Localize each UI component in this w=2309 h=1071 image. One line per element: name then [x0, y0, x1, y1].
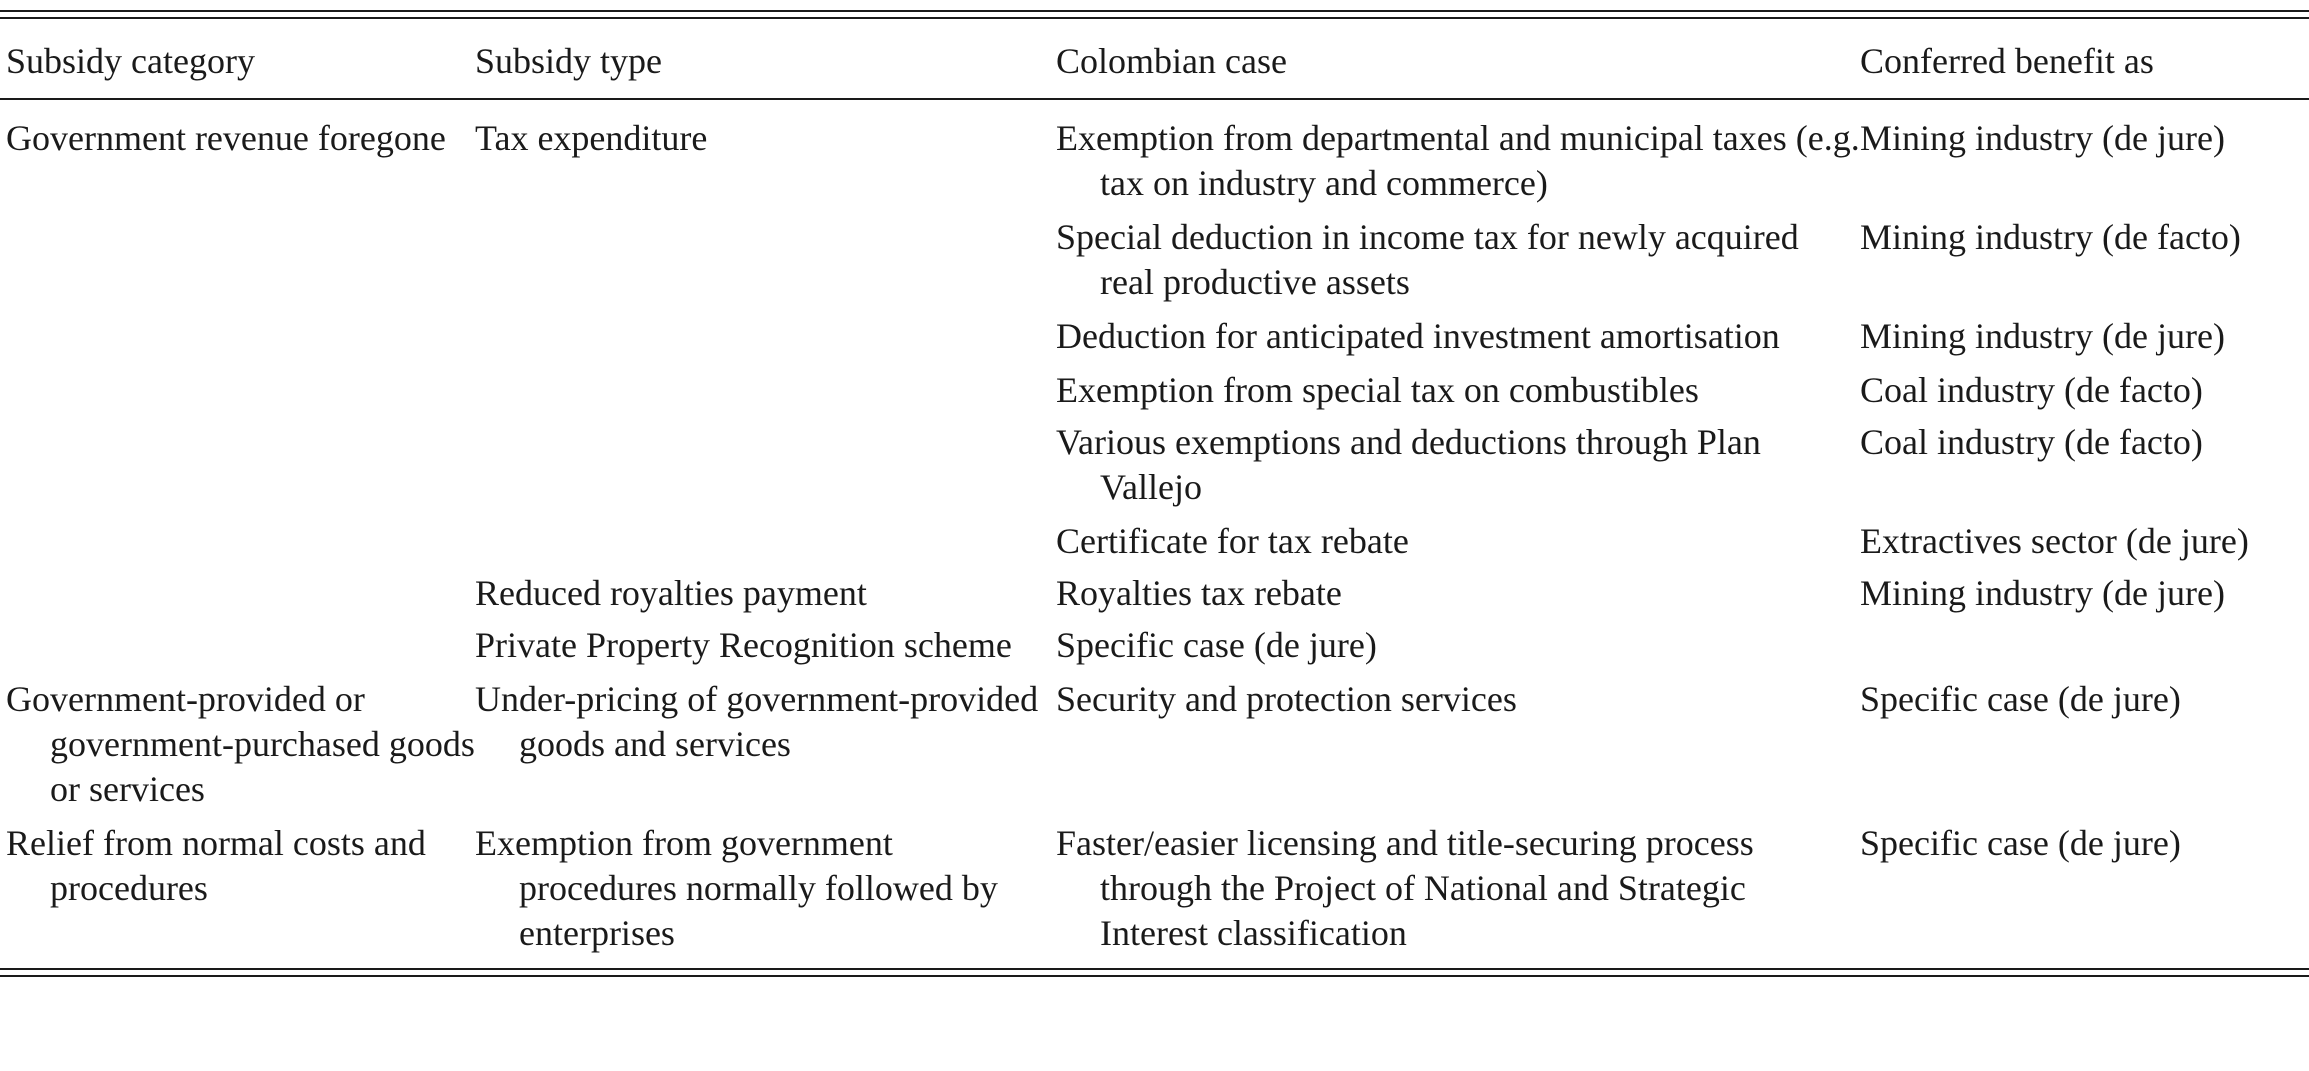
cell-category [0, 510, 475, 564]
cell-type [475, 359, 1056, 413]
cell-case: Special deduction in income tax for newly acquired real productive assets [1056, 217, 1799, 302]
table-row [0, 100, 2309, 206]
table-row [0, 812, 2309, 968]
cell-type: Exemption from government procedures normally followed by enterprises [475, 823, 998, 953]
cell-benefit: Coal industry (de facto) [1860, 370, 2203, 410]
table-row [0, 510, 2309, 564]
table-header [0, 19, 2309, 98]
cell-case: Exemption from special tax on combustibles [1056, 370, 1699, 410]
cell-case: Faster/easier licensing and title-securing process through the Project of National and Strategic Interest classification [1056, 823, 1754, 953]
cell-category [0, 206, 475, 305]
cell-case: Security and protection services [1056, 679, 1517, 719]
cell-benefit: Extractives sector (de jure) [1860, 521, 2249, 561]
cell-case: Royalties tax rebate [1056, 573, 1342, 613]
top-double-rule [0, 10, 2309, 19]
bottom-double-rule [0, 968, 2309, 977]
cell-type: Under-pricing of government-provided goods and services [475, 679, 1039, 764]
cell-category [0, 359, 475, 413]
cell-category [0, 305, 475, 359]
cell-type [475, 413, 1056, 510]
header-colombian-case: Colombian case [1056, 41, 1287, 81]
cell-category [0, 616, 475, 668]
table-row [0, 564, 2309, 616]
cell-benefit: Mining industry (de jure) [1860, 573, 2225, 613]
cell-benefit: Mining industry (de jure) [1860, 118, 2225, 158]
table-row [0, 206, 2309, 305]
subsidy-table [0, 10, 2309, 977]
cell-category [0, 413, 475, 510]
subsidy-table-grid [0, 19, 2309, 968]
header-row [0, 19, 2309, 98]
table-row [0, 616, 2309, 668]
cell-type [475, 206, 1056, 305]
header-subsidy-category: Subsidy category [6, 41, 255, 81]
table-row [0, 668, 2309, 812]
cell-case: Deduction for anticipated investment amortisation [1056, 316, 1780, 356]
cell-case: Exemption from departmental and municipal taxes (e.g. tax on industry and commerce) [1056, 118, 1860, 203]
cell-benefit: Specific case (de jure) [1860, 823, 2181, 863]
header-conferred-benefit: Conferred benefit as [1860, 41, 2154, 81]
cell-type: Private Property Recognition scheme [475, 625, 1012, 665]
cell-category [0, 564, 475, 616]
cell-case: Certificate for tax rebate [1056, 521, 1409, 561]
header-subsidy-type: Subsidy type [475, 41, 663, 81]
table-row [0, 359, 2309, 413]
cell-benefit: Mining industry (de jure) [1860, 316, 2225, 356]
table-row [0, 305, 2309, 359]
cell-benefit: Mining industry (de facto) [1860, 217, 2241, 257]
cell-type: Tax expenditure [475, 118, 708, 158]
cell-benefit: Coal industry (de facto) [1860, 422, 2203, 462]
cell-case: Specific case (de jure) [1056, 625, 1377, 665]
table-row [0, 413, 2309, 510]
table-body [0, 98, 2309, 968]
cell-category: Relief from normal costs and procedures [6, 823, 426, 908]
cell-benefit [1860, 616, 2309, 668]
cell-category: Government revenue foregone [6, 118, 446, 158]
cell-type [475, 305, 1056, 359]
cell-benefit: Specific case (de jure) [1860, 679, 2181, 719]
cell-category: Government-provided or government-purchased goods or services [6, 679, 475, 809]
cell-type: Reduced royalties payment [475, 573, 867, 613]
cell-case: Various exemptions and deductions through Plan Vallejo [1056, 422, 1761, 507]
cell-type [475, 510, 1056, 564]
